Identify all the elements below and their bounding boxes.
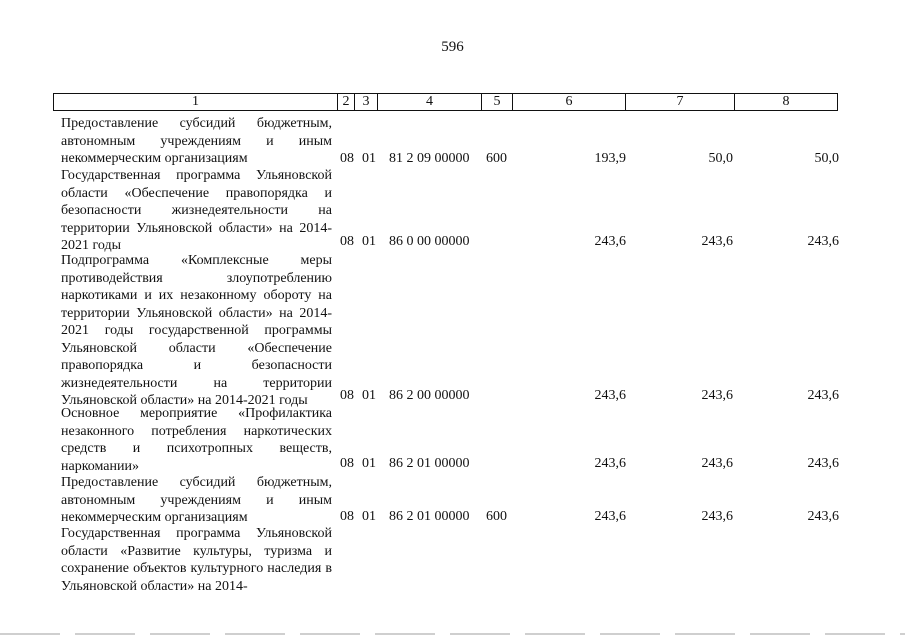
row-description: Государственная программа Ульяновской области «Обеспечение правопорядка и безопасности жизнедеятельности на территории Ульяновской области» на 2014-2021 годы <box>61 168 332 253</box>
row-description: Предоставление субсидий бюджетным, автономным учреждениям и иным некоммерческим организациям <box>61 475 332 525</box>
row-subsection: 01 <box>362 509 376 524</box>
page-number: 596 <box>441 39 464 55</box>
header-col-8: 8 <box>782 94 790 109</box>
header-col-2: 2 <box>342 94 350 109</box>
row-description: Предоставление субсидий бюджетным, автономным учреждениям и иным некоммерческим организациям <box>61 116 332 166</box>
page-bottom-rule <box>0 633 905 635</box>
row-description: Государственная программа Ульяновской области «Развитие культуры, туризма и сохранение объектов культурного наследия в Ульяновской области» на 2014- <box>61 526 332 594</box>
header-col-4: 4 <box>426 94 433 109</box>
row-value-7: 243,6 <box>701 234 733 249</box>
row-target-code: 81 2 09 00000 <box>389 151 470 166</box>
row-value-8: 243,6 <box>807 388 839 403</box>
row-section: 08 <box>340 456 354 471</box>
row-value-6: 243,6 <box>594 388 626 403</box>
row-value-7: 243,6 <box>701 388 733 403</box>
row-expense-type: 600 <box>486 151 507 166</box>
row-description: Подпрограмма «Комплексные меры противодействия злоупотреблению наркотиками и их незаконному обороту на территории Ульяновской области» на 2014-2021 годы государственной программы Ульяновской области «Обеспечение правопорядка и безопасности жизнедеятельности на территории Ульяновской области» на 2014-2021 годы <box>61 253 332 408</box>
row-section: 08 <box>340 234 354 249</box>
row-description: Основное мероприятие «Профилактика незаконного потребления наркотических средств и психотропных веществ, наркомании» <box>61 406 332 474</box>
row-value-6: 193,9 <box>594 151 626 166</box>
row-section: 08 <box>340 509 354 524</box>
row-subsection: 01 <box>362 151 376 166</box>
row-target-code: 86 0 00 00000 <box>389 234 470 249</box>
row-value-6: 243,6 <box>594 456 626 471</box>
row-value-7: 243,6 <box>701 509 733 524</box>
row-value-8: 243,6 <box>807 509 839 524</box>
row-section: 08 <box>340 388 354 403</box>
row-subsection: 01 <box>362 388 376 403</box>
header-col-3: 3 <box>362 94 370 109</box>
row-value-6: 243,6 <box>594 509 626 524</box>
row-value-8: 243,6 <box>807 234 839 249</box>
row-value-8: 50,0 <box>814 151 839 166</box>
row-target-code: 86 2 00 00000 <box>389 388 470 403</box>
row-value-6: 243,6 <box>594 234 626 249</box>
table-header <box>53 93 838 111</box>
header-col-1: 1 <box>192 94 199 109</box>
row-value-8: 243,6 <box>807 456 839 471</box>
row-subsection: 01 <box>362 456 376 471</box>
row-section: 08 <box>340 151 354 166</box>
row-value-7: 243,6 <box>701 456 733 471</box>
header-col-5: 5 <box>493 94 501 109</box>
row-expense-type: 600 <box>486 509 507 524</box>
header-col-7: 7 <box>676 94 684 109</box>
row-target-code: 86 2 01 00000 <box>389 509 470 524</box>
header-col-6: 6 <box>565 94 573 109</box>
row-subsection: 01 <box>362 234 376 249</box>
row-target-code: 86 2 01 00000 <box>389 456 470 471</box>
row-value-7: 50,0 <box>708 151 733 166</box>
